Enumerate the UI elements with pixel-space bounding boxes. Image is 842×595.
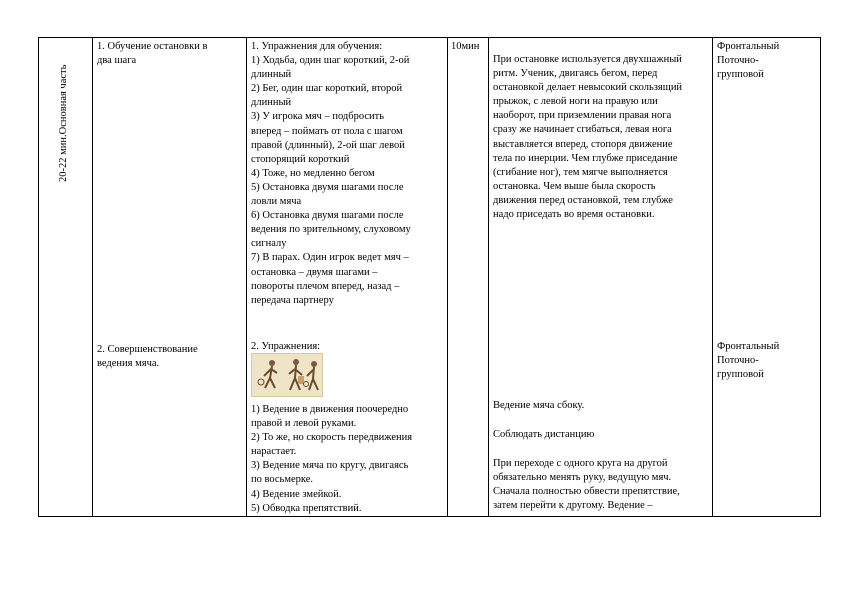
task-2: 2. Совершенствование ведения мяча.	[97, 344, 198, 370]
notes-2-a: Ведение мяча сбоку.	[493, 400, 585, 411]
column-divider	[92, 38, 93, 516]
column-divider	[712, 38, 713, 516]
column-divider	[488, 38, 489, 516]
method-2: Фронтальный Поточно- групповой	[717, 341, 780, 381]
players-sketch-icon	[252, 354, 323, 397]
section-label	[42, 38, 86, 516]
duration-1: 10мин	[451, 41, 480, 52]
notes-1: При остановке используется двухшажный ритм. Ученик, двигаясь бегом, перед остановкой делает невысокий скользящий прыжок, с левой ноги на правую или наоборот, при приземлении правая нога сразу же начинает сгибаться, левая нога выставляется вперед, стопоря движение тела по инерции. Чем глубже приседание (сгибание ног), тем мягче выполняется остановка. Чем выше была скорость движения перед остановкой, тем глубже надо приседать во время остановки.	[493, 54, 683, 221]
exercises-2-title: 2. Упражнения:	[251, 341, 321, 352]
column-divider	[246, 38, 247, 516]
method-1: Фронтальный Поточно- групповой	[717, 41, 780, 81]
column-divider	[447, 38, 448, 516]
exercises-2: 1) Ведение в движения поочередно правой и левой руками. 2) То же, но скорость передвижения нарастает. 3) Ведение мяча по кругу, двигаясь по восьмерке. 4) Ведение змейкой. 5) Обводка препятствий.	[251, 404, 413, 514]
notes-2-b: Соблюдать дистанцию	[493, 429, 595, 440]
basketball-players-illustration	[251, 353, 323, 397]
task-1: 1. Обучение остановки в два шага	[97, 41, 208, 67]
notes-2-c: При переходе с одного круга на другой обязательно менять руку, ведущую мяч. Сначала полностью обвести препятствие, затем перейти к другому. Ведение –	[493, 458, 680, 512]
lesson-plan-table	[38, 37, 821, 517]
section-label-text: 20-22 мин.Основная часть	[58, 64, 69, 182]
exercises-1: 1. Упражнения для обучения: 1) Ходьба, один шаг короткий, 2-ой длинный 2) Бег, один шаг короткий, второй длинный 3) У игрока мяч – подбросить вперед – поймать от пола с шагом правой (длинный), 2-ой шаг левой стопорящий короткий 4) Тоже, но медленно бегом 5) Остановка двумя шагами после ловли мяча 6) Остановка двумя шагами после ведения по зрительному, слуховому сигналу 7) В парах. Один игрок ведет мяч – остановка – двумя шагами – повороты плечом вперед, назад – передача партнеру	[251, 41, 411, 306]
